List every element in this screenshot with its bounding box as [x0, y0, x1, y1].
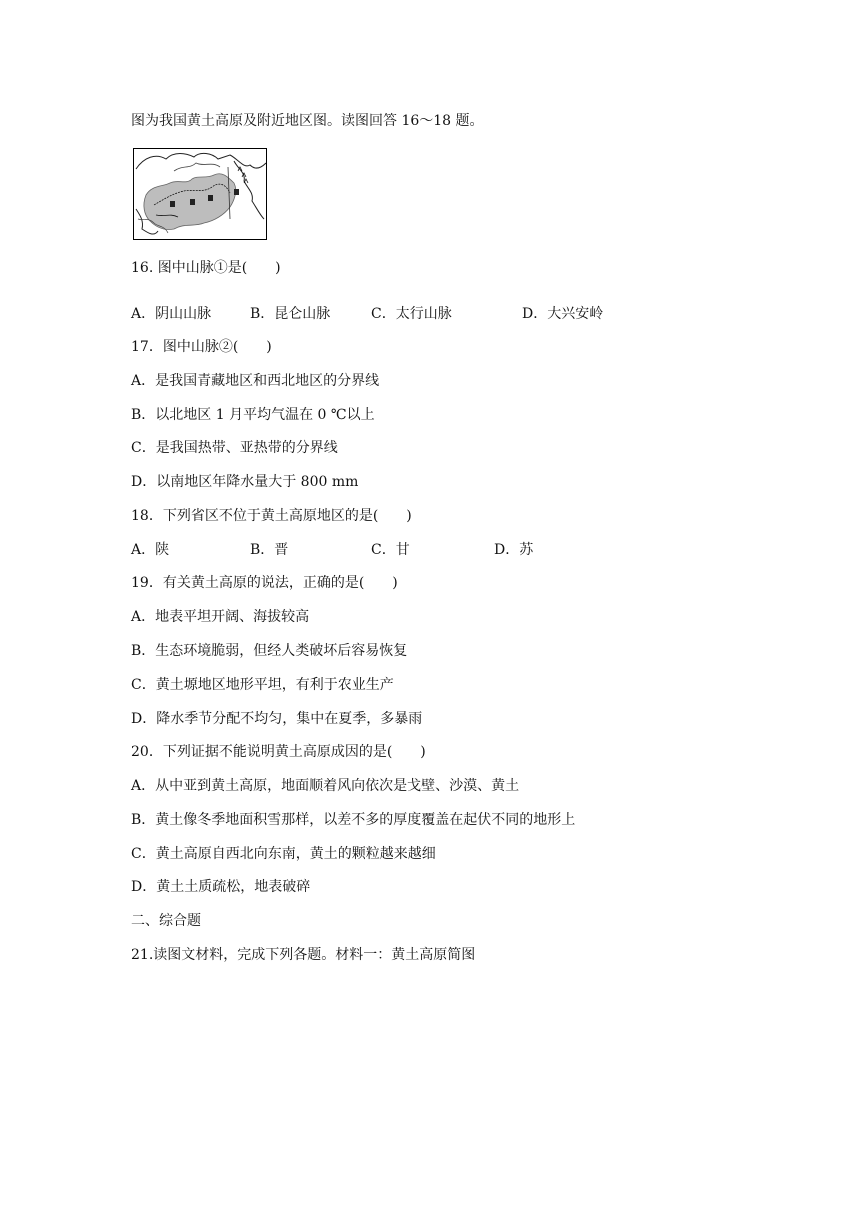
question-16-option-a: A．阴山山脉 [131, 306, 212, 322]
question-21-stem: 21.读图文材料，完成下列各题。材料一：黄土高原简图 [131, 947, 476, 963]
question-20-option-b: B．黄土像冬季地面积雪那样，以差不多的厚度覆盖在起伏不同的地形上 [131, 812, 576, 828]
question-16-stem: 16. 图中山脉①是( ) [131, 260, 281, 276]
question-20-option-d: D．黄土土质疏松，地表破碎 [131, 879, 311, 895]
question-19-option-c: C．黄土塬地区地形平坦，有利于农业生产 [131, 677, 394, 693]
section-heading-comprehensive: 二、综合题 [131, 913, 201, 929]
question-17-stem: 17．图中山脉②( ) [131, 339, 272, 355]
question-16-option-c: C．太行山脉 [371, 306, 452, 322]
loess-plateau-map [133, 148, 267, 240]
question-20-option-c: C．黄土高原自西北向东南，黄土的颗粒越来越细 [131, 846, 436, 862]
question-20-stem: 20．下列证据不能说明黄土高原成因的是( ) [131, 744, 426, 760]
intro-text: 图为我国黄土高原及附近地区图。读图回答 16～18 题。 [131, 113, 484, 129]
question-18-option-a: A．陕 [131, 542, 170, 558]
question-17-option-b: B．以北地区 1 月平均气温在 0 ℃以上 [131, 407, 375, 423]
question-17-option-a: A．是我国青藏地区和西北地区的分界线 [131, 373, 380, 389]
question-18-option-d: D．苏 [494, 542, 534, 558]
question-19-option-b: B．生态环境脆弱，但经人类破坏后容易恢复 [131, 643, 408, 659]
question-19-option-d: D．降水季节分配不均匀，集中在夏季，多暴雨 [131, 711, 423, 727]
question-19-option-a: A．地表平坦开阔、海拔较高 [131, 609, 310, 625]
question-18-option-b: B．晋 [250, 542, 289, 558]
question-16-option-d: D．大兴安岭 [522, 306, 604, 322]
question-17-option-c: C．是我国热带、亚热带的分界线 [131, 440, 338, 456]
question-18-option-c: C．甘 [371, 542, 410, 558]
question-20-option-a: A．从中亚到黄土高原，地面顺着风向依次是戈壁、沙漠、黄土 [131, 778, 520, 794]
question-17-option-d: D．以南地区年降水量大于 800 mm [131, 474, 359, 490]
question-16-option-b: B．昆仑山脉 [250, 306, 331, 322]
question-19-stem: 19．有关黄土高原的说法，正确的是( ) [131, 575, 398, 591]
question-18-stem: 18．下列省区不位于黄土高原地区的是( ) [131, 508, 412, 524]
